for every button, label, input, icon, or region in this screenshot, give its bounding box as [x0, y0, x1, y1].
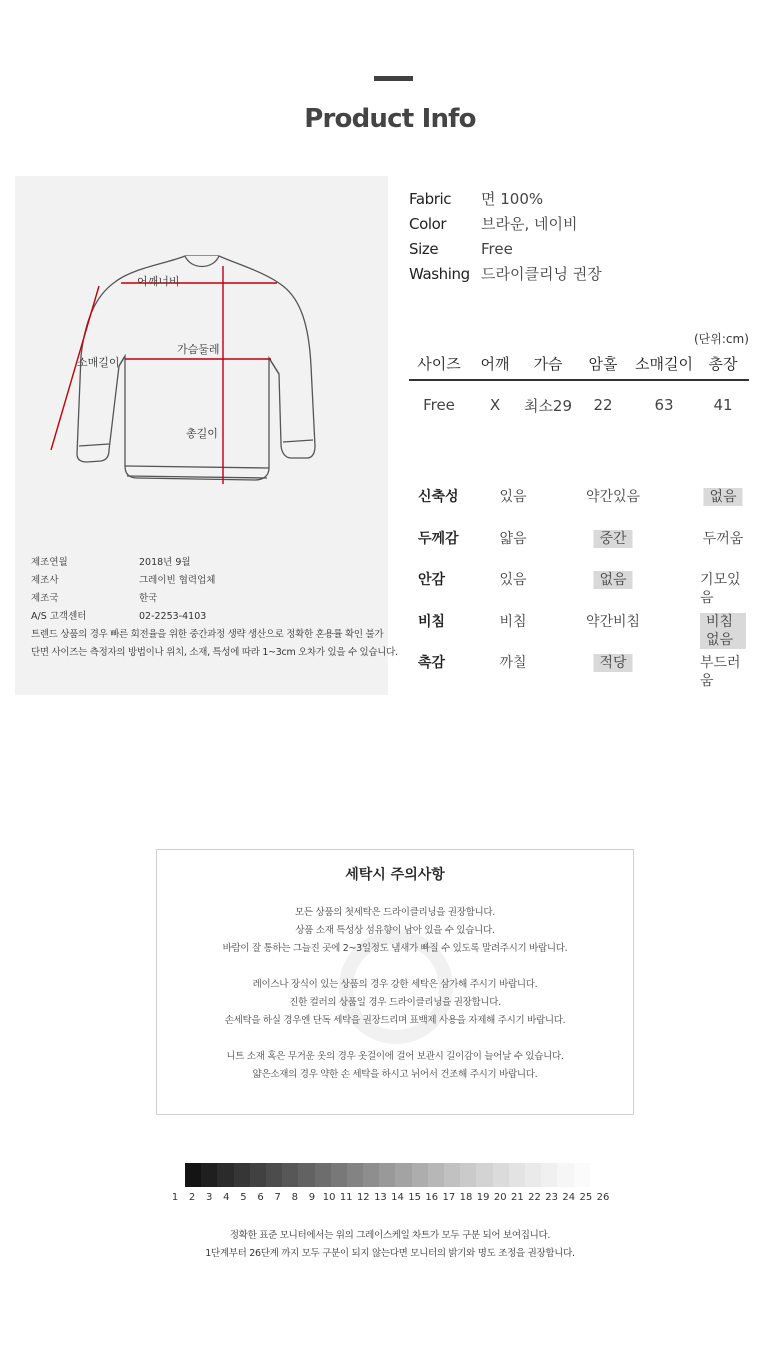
grayscale-cell	[428, 1163, 444, 1187]
washing-notice-spacer	[157, 958, 633, 976]
grayscale-footer	[0, 1227, 780, 1263]
grayscale-cell	[347, 1163, 363, 1187]
grayscale-number: 8	[291, 1192, 299, 1203]
product-info-list	[409, 186, 602, 286]
grayscale-cell	[557, 1163, 573, 1187]
grayscale-number: 22	[528, 1192, 541, 1203]
table-row: Free X 최소29 22 63 41	[423, 396, 733, 415]
washing-notice-line: 바람이 잘 통하는 그늘진 곳에 2~3일정도 냄새가 빠질 수 있도록 말려주시기 바랍니다.	[222, 943, 568, 954]
grayscale-cell	[493, 1163, 509, 1187]
attribute-row	[409, 480, 769, 522]
grayscale-chart	[185, 1163, 606, 1187]
washing-notice-title: 세탁시 주의사항	[345, 867, 445, 883]
grayscale-cell	[217, 1163, 233, 1187]
manufacture-info	[31, 554, 398, 662]
grayscale-cell	[476, 1163, 492, 1187]
grayscale-number: 21	[511, 1192, 524, 1203]
grayscale-cell	[185, 1163, 201, 1187]
attribute-row	[409, 605, 769, 647]
washing-notice-spacer	[157, 1030, 633, 1048]
grayscale-cell	[201, 1163, 217, 1187]
manufacture-note: 단면 사이즈는 측정자의 방법이나 위치, 소재, 특성에 따라 1~3cm 오차가 있을 수 있습니다.	[31, 647, 398, 658]
washing-notice-line: 손세탁을 하실 경우엔 단독 세탁을 권장드리며 표백제 사용을 자제해 주시기 바랍니다.	[224, 1015, 566, 1026]
attribute-option: 부드러움	[700, 655, 741, 689]
grayscale-number: 15	[408, 1192, 422, 1203]
attribute-grid	[409, 480, 769, 688]
info-row-color: Color 브라운, 네이비	[409, 214, 578, 233]
title-bar	[374, 76, 413, 81]
grayscale-number: 6	[257, 1192, 264, 1203]
size-table	[409, 347, 749, 425]
attribute-name: 신축성	[418, 489, 459, 505]
manufacture-row: 제조사 그레이빈 협력업체	[31, 575, 216, 586]
attribute-option: 기모있음	[700, 572, 741, 606]
attribute-option: 있음	[499, 489, 527, 505]
grayscale-number: 4	[223, 1192, 230, 1203]
grayscale-number: 9	[308, 1192, 316, 1203]
attribute-name: 두께감	[418, 530, 459, 547]
grayscale-number: 1	[171, 1192, 179, 1203]
grayscale-number: 25	[579, 1192, 593, 1203]
grayscale-number: 2	[188, 1192, 196, 1203]
length-label: 총길이	[186, 427, 218, 440]
grayscale-cell	[379, 1163, 395, 1187]
grayscale-number: 20	[493, 1192, 507, 1203]
attribute-option: 약간비침	[585, 613, 641, 630]
info-row-size: Size Free	[409, 239, 513, 258]
attribute-option-selected: 없음	[593, 571, 632, 589]
grayscale-number: 18	[459, 1192, 473, 1203]
attribute-option: 있음	[499, 572, 527, 588]
sweater-diagram	[15, 176, 388, 516]
grayscale-cell	[250, 1163, 266, 1187]
washing-notice-line: 얇은소재의 경우 약한 손 세탁을 하시고 뉘어서 건조해 주시기 바랍니다.	[252, 1069, 538, 1080]
grayscale-cell	[525, 1163, 541, 1187]
grayscale-number: 11	[339, 1192, 353, 1203]
grayscale-number: 23	[545, 1192, 558, 1203]
grayscale-number: 17	[442, 1192, 456, 1203]
washing-notice-line: 레이스나 장식이 있는 상품의 경우 강한 세탁은 삼가해 주시기 바랍니다.	[252, 979, 538, 990]
grayscale-number: 16	[425, 1192, 439, 1203]
grayscale-number: 24	[562, 1192, 576, 1203]
attribute-option: 얇음	[499, 530, 527, 547]
washing-notice-lines	[157, 904, 633, 1084]
attribute-name: 비침	[418, 613, 446, 630]
grayscale-cell	[266, 1163, 282, 1187]
grayscale-cell	[460, 1163, 476, 1187]
size-unit: (단위:cm)	[694, 332, 749, 346]
grayscale-cell	[509, 1163, 525, 1187]
footer-line: 정확한 표준 모니터에서는 위의 그레이스케일 차트가 모두 구분 되어 보여집니다.	[229, 1230, 551, 1241]
info-row-washing: Washing 드라이클리닝 권장	[409, 264, 602, 283]
attribute-option: 까칠	[499, 655, 527, 671]
grayscale-number: 10	[322, 1192, 336, 1203]
grayscale-number: 3	[206, 1192, 213, 1203]
washing-notice-line: 진한 컬러의 상품일 경우 드라이클리닝을 권장합니다.	[289, 997, 501, 1008]
washing-notice-line: 상품 소재 특성상 섬유향이 남아 있을 수 있습니다.	[295, 925, 495, 936]
grayscale-numbers	[0, 1192, 780, 1206]
size-table-header: 사이즈 어깨 가슴 암홀 소매길이 총장	[409, 347, 749, 381]
grayscale-number: 19	[476, 1192, 490, 1203]
sleeve-label: 소매길이	[77, 356, 120, 369]
chest-label: 가슴둘레	[177, 343, 220, 356]
grayscale-cell	[412, 1163, 428, 1187]
attribute-name: 안감	[418, 572, 446, 588]
attribute-row	[409, 522, 769, 564]
info-row-fabric: Fabric 면 100%	[409, 189, 544, 208]
manufacture-note: 트렌드 상품의 경우 빠른 회전율을 위한 중간과정 생략 생산으로 정확한 혼용률 확인 불가	[31, 629, 384, 640]
attribute-option-selected: 비침없음	[700, 613, 746, 649]
grayscale-number: 13	[374, 1192, 387, 1203]
manufacture-row: 제조국 한국	[31, 593, 158, 604]
attribute-row	[409, 646, 769, 688]
size-diagram-panel	[15, 176, 398, 695]
grayscale-cell	[298, 1163, 314, 1187]
grayscale-cell	[395, 1163, 411, 1187]
grayscale-cell	[590, 1163, 606, 1187]
grayscale-cell	[234, 1163, 250, 1187]
grayscale-number: 12	[356, 1192, 370, 1203]
grayscale-cell	[363, 1163, 379, 1187]
attribute-option: 두꺼움	[702, 530, 744, 547]
page-title: Product Info	[304, 104, 476, 134]
grayscale-number: 14	[391, 1192, 404, 1203]
grayscale-cell	[444, 1163, 460, 1187]
grayscale-cell	[331, 1163, 347, 1187]
attribute-name: 촉감	[418, 655, 446, 671]
shoulder-label: 어깨너비	[137, 275, 180, 288]
washing-notice-line: 모든 상품의 첫세탁은 드라이클리닝을 권장합니다.	[294, 907, 496, 918]
washing-notice-box	[156, 849, 634, 1115]
grayscale-number: 26	[596, 1192, 610, 1203]
attribute-option-selected: 적당	[593, 654, 632, 672]
grayscale-cell	[541, 1163, 557, 1187]
grayscale-cell	[315, 1163, 331, 1187]
attribute-row	[409, 563, 769, 605]
grayscale-cell	[574, 1163, 590, 1187]
attribute-option: 비침	[499, 613, 527, 630]
grayscale-cell	[282, 1163, 298, 1187]
manufacture-row: 제조연월 2018년 9월	[31, 557, 191, 568]
footer-line: 1단계부터 26단계 까지 모두 구분이 되지 않는다면 모니터의 밝기와 명도 조정을 권장합니다.	[205, 1248, 575, 1259]
attribute-option-selected: 중간	[593, 530, 632, 548]
manufacture-row: A/S 고객센터 02-2253-4103	[31, 611, 207, 622]
attribute-option-selected: 없음	[703, 488, 742, 506]
attribute-option: 약간있음	[585, 489, 641, 505]
grayscale-number: 5	[240, 1192, 247, 1203]
washing-notice-line: 니트 소재 혹은 무거운 옷의 경우 옷걸이에 걸어 보관시 길이감이 늘어날 수 있습니다.	[226, 1051, 564, 1062]
grayscale-number: 7	[274, 1192, 281, 1203]
